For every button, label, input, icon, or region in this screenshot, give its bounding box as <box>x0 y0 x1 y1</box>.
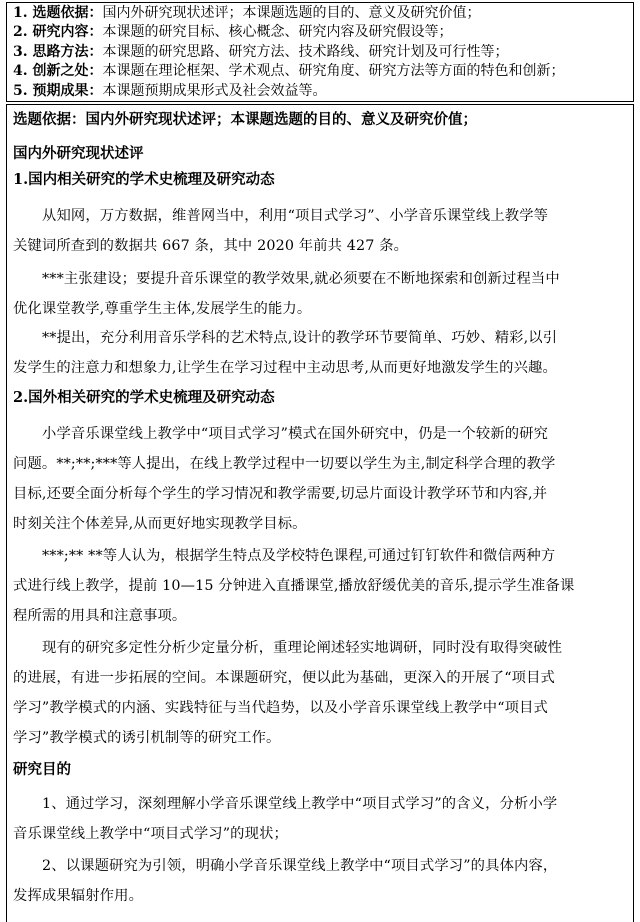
content-box <box>6 104 634 922</box>
requirement-label: 4. 创新之处： <box>13 63 103 80</box>
paragraph-line: 式进行线上教学，提前 10—15 分钟进入直播课堂,播放舒缓优美的音乐,提示学生准备课 <box>13 578 575 594</box>
paragraph-line: 关键词所查到的数据共 667 条，其中 2020 年前共 427 条。 <box>13 238 409 254</box>
requirement-item <box>13 43 627 62</box>
paragraph-line: **提出，充分利用音乐学科的艺术特点,设计的教学环节要简单、巧妙、精彩,以引 <box>42 330 558 346</box>
paragraph-line: 1、通过学习，深刻理解小学音乐课堂线上教学中“项目式学习”的含义，分析小学 <box>42 796 558 812</box>
review-heading: 国内外研究现状述评 <box>13 145 144 162</box>
requirement-item <box>13 62 627 81</box>
paragraph-line: 音乐课堂线上教学中“项目式学习”的现状； <box>13 826 288 842</box>
paragraph-line: 2、以课题研究为引领，明确小学音乐课堂线上教学中“项目式学习”的具体内容， <box>42 858 558 874</box>
paragraph-line: 目标,还要全面分析每个学生的学习情况和教学需要,切忌片面设计教学环节和内容,并 <box>13 486 548 502</box>
requirement-label: 5. 预期成果： <box>13 82 103 99</box>
section-title: 选题依据：国内外研究现状述评；本课题选题的目的、意义及研究价值； <box>13 111 477 128</box>
paragraph-line: 学习”教学模式的诱引机制等的研究工作。 <box>13 730 281 746</box>
paragraph-line: 问题。**;**;***等人提出，在线上教学过程中一切要以学生为主,制定科学合理的教学 <box>13 456 556 472</box>
paragraph-line: 程所需的用具和注意事项。 <box>13 608 187 624</box>
requirement-text: 本课题预期成果形式及社会效益等。 <box>102 82 327 99</box>
paragraph-line: 现有的研究多定性分析少定量分析，重理论阐述轻实地调研，同时没有取得突破性 <box>42 640 563 656</box>
paragraph-line: 发挥成果辐射作用。 <box>13 888 144 904</box>
requirement-text: 本课题在理论框架、学术观点、研究角度、研究方法等方面的特色和创新； <box>102 63 565 80</box>
paragraph-line: ***;** **等人认为，根据学生特点及学校特色课程,可通过钉钉软件和微信两种方 <box>42 548 556 564</box>
paragraph-line: 的进展，有进一步拓展的空间。本课题研究，便以此为基础，更深入的开展了“项目式 <box>13 670 555 686</box>
requirements-box <box>6 2 634 102</box>
requirement-item <box>13 82 627 101</box>
foreign-heading: 2.国外相关研究的学术史梳理及研究动态 <box>13 389 275 406</box>
purpose-heading: 研究目的 <box>13 761 71 778</box>
requirement-text: 本课题的研究思路、研究方法、技术路线、研究计划及可行性等； <box>102 43 509 60</box>
paragraph-line: ***主张建设；要提升音乐课堂的教学效果,就必须要在不断地探索和创新过程当中 <box>42 271 560 287</box>
requirement-label: 3. 思路方法： <box>13 43 103 60</box>
paragraph-line: 小学音乐课堂线上教学中“项目式学习”模式在国外研究中，仍是一个较新的研究 <box>42 426 549 442</box>
paragraph-line: 从知网，万方数据，维普网当中，利用“项目式学习”、小学音乐课堂线上教学等 <box>42 208 549 224</box>
paragraph-line: 学习”教学模式的内涵、实践特征与当代趋势，以及小学音乐课堂线上教学中“项目式 <box>13 700 549 716</box>
requirement-text: 本课题的研究目标、核心概念、研究内容及研究假设等； <box>102 24 453 41</box>
domestic-heading: 1.国内相关研究的学术史梳理及研究动态 <box>13 171 275 188</box>
requirement-item <box>13 4 627 23</box>
requirement-label: 2. 研究内容： <box>13 24 103 41</box>
requirement-text: 国内外研究现状述评；本课题选题的目的、意义及研究价值； <box>102 5 481 21</box>
requirement-item <box>13 23 627 42</box>
paragraph-line: 时刻关注个体差异,从而更好地实现教学目标。 <box>13 516 307 532</box>
paragraph-line: 优化课堂教学,尊重学生主体,发展学生的能力。 <box>13 301 312 317</box>
paragraph-line: 发学生的注意力和想象力,让学生在学习过程中主动思考,从而更好地激发学生的兴趣。 <box>13 360 557 376</box>
requirement-label: 1. 选题依据： <box>13 5 103 21</box>
